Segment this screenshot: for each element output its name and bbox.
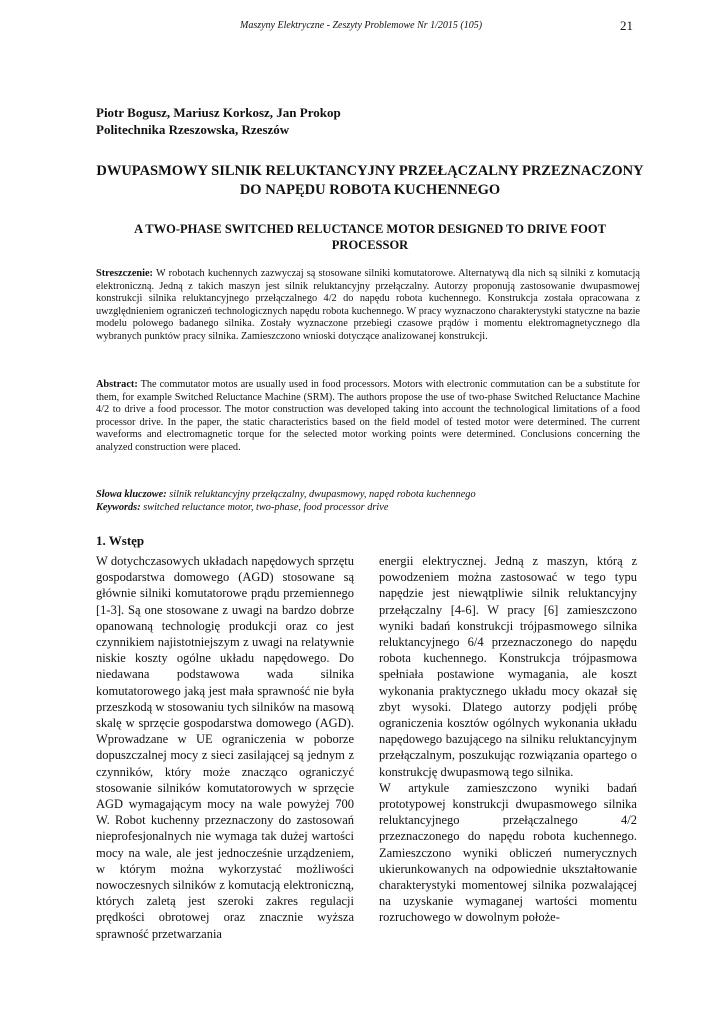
- keywords-polish-label: Słowa kluczowe:: [96, 489, 167, 500]
- author-affiliation: Politechnika Rzeszowska, Rzeszów: [96, 122, 290, 137]
- keywords-english-label: Keywords:: [96, 502, 141, 513]
- keywords-polish-text: silnik reluktancyjny przełączalny, dwupasmowy, napęd robota kuchennego: [166, 489, 476, 500]
- author-names: Piotr Bogusz, Mariusz Korkosz, Jan Prokop: [96, 105, 341, 120]
- abstract-polish-label: Streszczenie:: [96, 268, 153, 279]
- abstract-english-text: The commutator motos are usually used in food processors. Motors with electronic commutation can be a substitute for them, for example Switched Reluctance Machine (SRM). The authors propose the use of two-phase Switched Reluctance Machine 4/2 to drive a food processor. The motor construction was developed taking into account the technological limitations of a food processor drive. In the paper, the static characteristics based on the field model of tested motor were determined. The current waveforms and electromagnetic torque for the selected motor working points were determined. Conclusions concerning the analyzed construction were placed.: [96, 379, 640, 453]
- right-column-paragraph-1: energii elektrycznej. Jedną z maszyn, którą z powodzeniem można zastosować w tego typu napędzie jest niewątpliwie silnik reluktancyjny przełączalny [4-6]. W pracy [6] zamieszczono wyniki badań konstrukcji trójpasmowego silnika reluktancyjnego 6/4 przeznaczonego do napędu robota kuchennego. Konstrukcja trójpasmowa spełniała postawione wymagania, ale koszt wykonania praktycznego układu mocy okazał się zbyt wysoki. Dlatego autorzy podjęli próbę ograniczenia kosztów ogólnych wykonania układu napędowego bazującego na silniku reluktancyjnym przełączalnym, poszukując rozwiązania opartego o konstrukcję dwupasmową tego silnika.: [379, 554, 637, 779]
- keywords-polish: [96, 489, 640, 502]
- abstract-english-label: Abstract:: [96, 379, 138, 390]
- title-polish: DWUPASMOWY SILNIK RELUKTANCYJNY PRZEŁĄCZALNY PRZEZNACZONY DO NAPĘDU ROBOTA KUCHENNEGO: [96, 163, 644, 198]
- keywords-english-text: switched reluctance motor, two-phase, food processor drive: [140, 502, 389, 513]
- abstract-polish: [96, 268, 640, 344]
- journal-name: Maszyny Elektryczne - Zeszyty Problemowe Nr 1/2015 (105): [240, 20, 483, 31]
- left-column: [96, 553, 354, 942]
- left-column-paragraph: W dotychczasowych układach napędowych sprzętu gospodarstwa domowego (AGD) stosowane są głównie silniki komutatorowe prądu przemiennego [1-3]. Są one stosowane z uwagi na bardzo dobrze opanowaną technologię produkcji oraz co jest czynnikiem najistotniejszym z uwagi na relatywnie niskie koszty ogólne układu napędowego. Do niedawana podstawowa wada silnika komutatorowego jaką jest mała sprawność nie była przeszkodą w stosowaniu tych silników na masową skalę w sprzęcie gospodarstwa domowego (AGD). Wprowadzane w UE ograniczenia w poborze dopuszczalnej mocy z sieci zasilającej są jednym z czynników, który może znacząco ograniczyć stosowanie silników komutatorowych w sprzęcie AGD wymagającym mocy na wale powyżej 700 W. Robot kuchenny przeznaczony do zastosowań nieprofesjonalnych nie wymaga tak dużej wartości mocy na wale, ale jest jednocześnie urządzeniem, w którym można wykorzystać możliwości nowoczesnych silników z komutacją elektroniczną, których zaletą jest szeroki zakres regulacji prędkości obrotowej oraz znacznie wyższa sprawność przetwarzania: [96, 554, 354, 941]
- keywords-english: [96, 502, 640, 515]
- abstract-english: [96, 379, 640, 455]
- author-block: [96, 104, 341, 138]
- right-column: [379, 553, 637, 926]
- section-heading: 1. Wstęp: [96, 533, 145, 548]
- page-number: 21: [620, 18, 633, 33]
- right-column-paragraph-2: W artykule zamieszczono wyniki badań prototypowej konstrukcji dwupasmowego silnika reluktancyjnego przełączalnego 4/2 przeznaczonego do napędu robota kuchennego. Zamieszczono wyniki obliczeń numerycznych ukierunkowanych na odpowiednie ukształtowanie charakterystyki momentowej silnika pozwalającej na uzyskanie wymaganej wartości momentu rozruchowego w dowolnym położe-: [379, 780, 637, 925]
- abstract-polish-text: W robotach kuchennych zazwyczaj są stosowane silniki komutatorowe. Alternatywą dla nich są silniki z komutacją elektroniczną. Jedną z takich maszyn jest silnik reluktancyjny przełączalny. Autorzy proponują zastosowanie dwupasmowej konstrukcji silnika reluktancyjnego przełączalnego 4/2 do napędu robota kuchennego. Konstrukcja została opracowana z uwzględnieniem ograniczeń technologicznych napędu robota kuchennego. W pracy wyznaczono charakterystyki statyczne na bazie modelu polowego badanego silnika. Zostały wyznaczone przebiegi czasowe prądów i momentu elektromagnetycznego dla wybranych punktów pracy silnika. Zamieszczono wnioski dotyczące analizowanej konstrukcji.: [96, 268, 640, 342]
- title-english: A TWO-PHASE SWITCHED RELUCTANCE MOTOR DESIGNED TO DRIVE FOOT PROCESSOR: [134, 222, 606, 252]
